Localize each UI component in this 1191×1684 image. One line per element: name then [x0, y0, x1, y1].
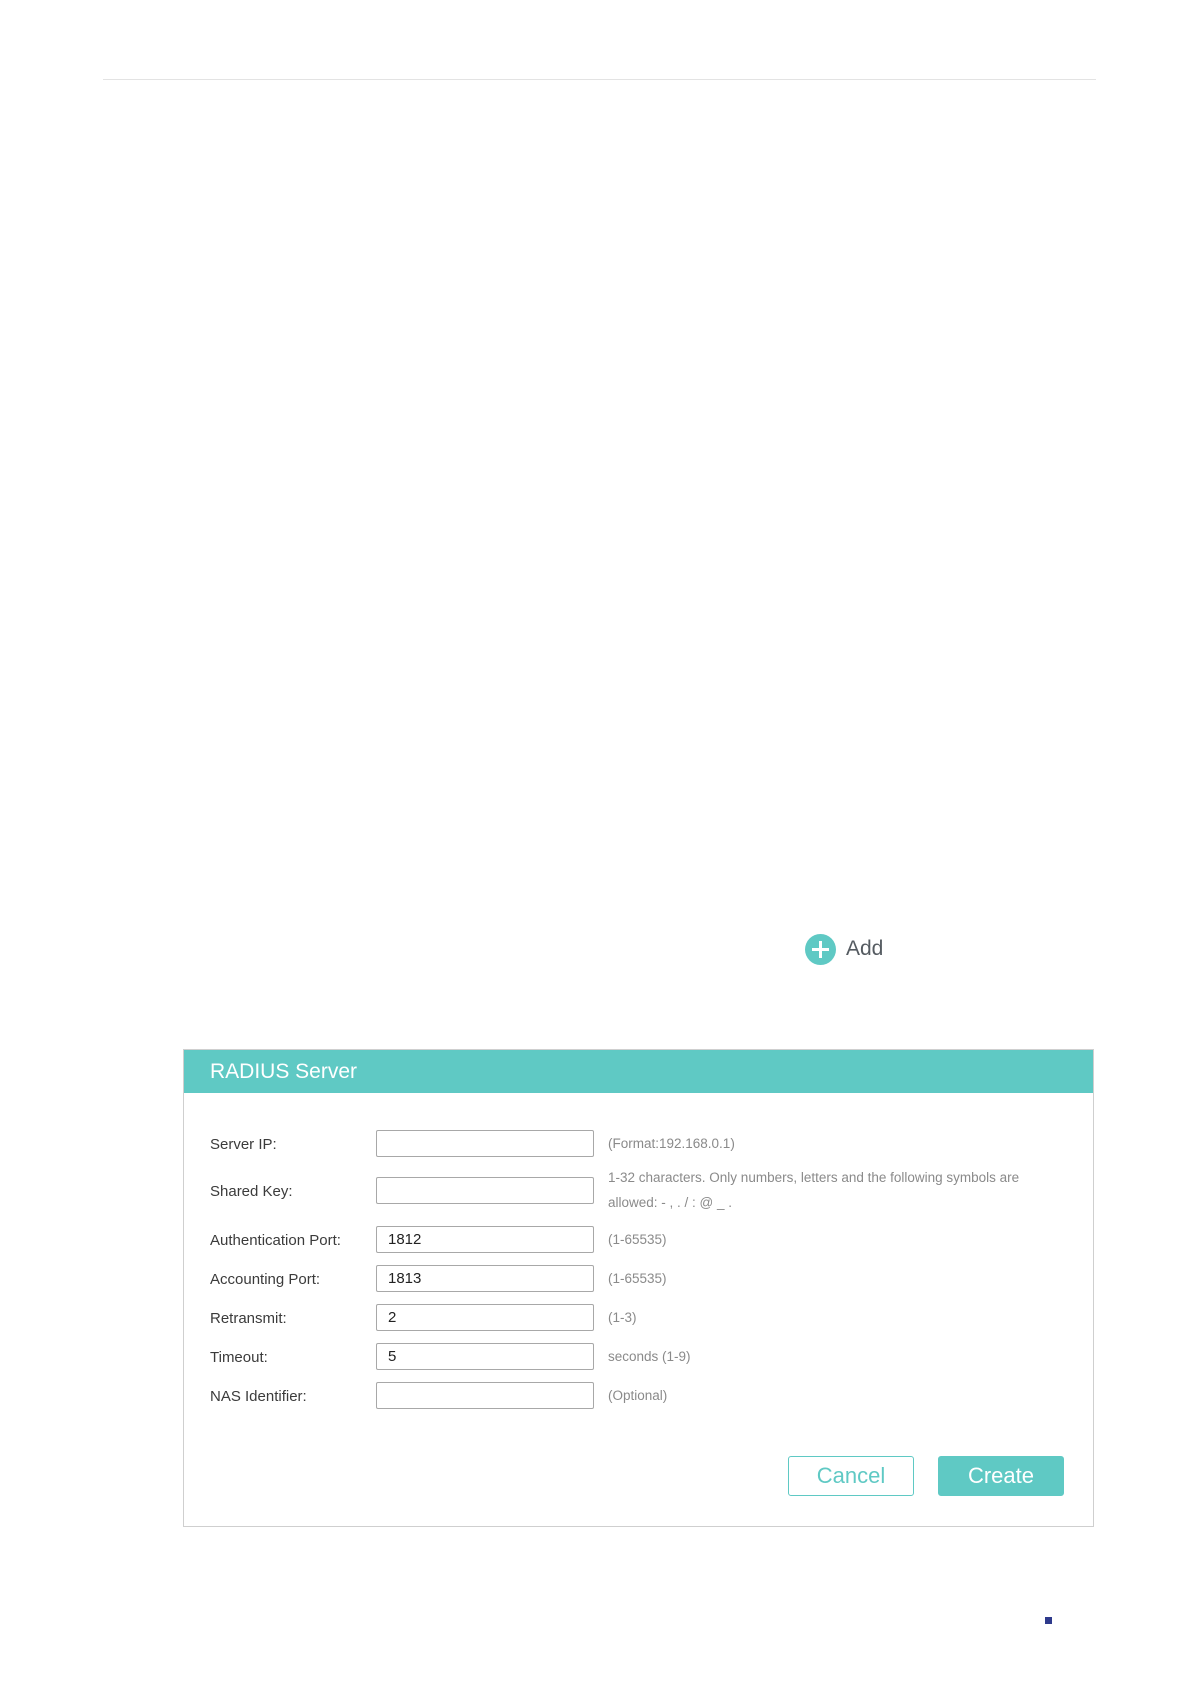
top-divider [103, 79, 1096, 80]
authentication-port-hint: (1-65535) [608, 1232, 667, 1247]
retransmit-hint: (1-3) [608, 1310, 637, 1325]
retransmit-input[interactable] [376, 1304, 594, 1331]
server-ip-label: Server IP: [210, 1136, 277, 1153]
add-button[interactable] [805, 933, 883, 965]
authentication-port-input[interactable] [376, 1226, 594, 1253]
retransmit-label: Retransmit: [210, 1310, 287, 1327]
nas-identifier-label: NAS Identifier: [210, 1388, 307, 1405]
nas-identifier-input[interactable] [376, 1382, 594, 1409]
shared-key-label: Shared Key: [210, 1183, 293, 1200]
timeout-hint: seconds (1-9) [608, 1349, 691, 1364]
accounting-port-label: Accounting Port: [210, 1271, 321, 1288]
add-button-label: Add [846, 937, 884, 960]
dialog-title: RADIUS Server [184, 1050, 1093, 1093]
accounting-port-input[interactable] [376, 1265, 594, 1292]
shared-key-hint-line1: 1-32 characters. Only numbers, letters and the following symbols are [608, 1170, 1020, 1185]
shared-key-input[interactable] [376, 1177, 594, 1204]
timeout-input[interactable] [376, 1343, 594, 1370]
timeout-label: Timeout: [210, 1349, 268, 1366]
accounting-port-hint: (1-65535) [608, 1271, 667, 1286]
radius-server-dialog [183, 1049, 1094, 1527]
nas-identifier-hint: (Optional) [608, 1388, 668, 1403]
create-button[interactable]: Create [938, 1456, 1064, 1496]
plus-circle-icon [805, 934, 836, 965]
server-ip-input[interactable] [376, 1130, 594, 1157]
cancel-button[interactable]: Cancel [788, 1456, 914, 1496]
authentication-port-label: Authentication Port: [210, 1232, 341, 1249]
server-ip-hint: (Format:192.168.0.1) [608, 1136, 735, 1151]
page-marker [1045, 1617, 1052, 1624]
shared-key-hint-line2: allowed: - , . / : @ _ . [608, 1195, 732, 1210]
